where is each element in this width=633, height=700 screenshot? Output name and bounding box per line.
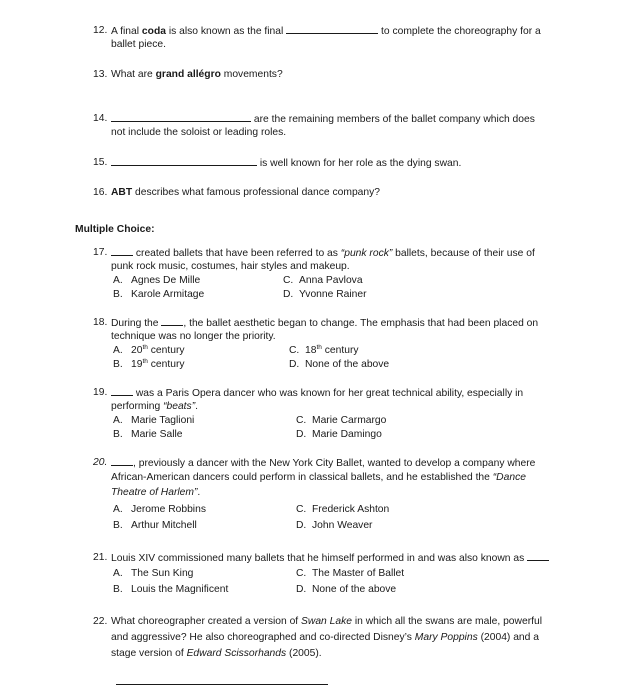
q20-number: 20. xyxy=(93,457,108,468)
q20-option-a[interactable]: A. Jerome Robbins xyxy=(113,504,206,515)
q17-option-d[interactable]: D. Yvonne Rainer xyxy=(283,289,367,300)
q17-option-a[interactable]: A. Agnes De Mille xyxy=(113,275,201,286)
q19-option-d[interactable]: D. Marie Damingo xyxy=(296,429,382,440)
q22-text-line3: stage version of Edward Scissorhands (2005). xyxy=(111,648,322,659)
q21-text: Louis XIV commissioned many ballets that he himself performed in and was also known as xyxy=(111,551,549,565)
q12-answer-blank[interactable] xyxy=(286,24,378,34)
q20-answer-blank[interactable] xyxy=(111,456,133,466)
multiple-choice-heading: Multiple Choice: xyxy=(75,224,155,235)
q21-answer-blank[interactable] xyxy=(527,551,549,561)
q18-option-a[interactable]: A. 20th century xyxy=(113,344,185,356)
q12-text: A final coda is also known as the final to complete the choreography for a xyxy=(111,26,541,37)
q20-text-line2: African-American dancers could perform in classical ballets, and he established the “Dance xyxy=(111,472,526,483)
q20-text: , previously a dancer with the New York City Ballet, wanted to develop a company where xyxy=(111,456,535,470)
q21-option-c[interactable]: C. The Master of Ballet xyxy=(296,568,405,579)
q21-option-d[interactable]: D. None of the above xyxy=(296,584,397,595)
q18-option-b[interactable]: B. 19th century xyxy=(113,358,185,370)
q19-answer-blank[interactable] xyxy=(111,386,133,396)
q12-text-line2: ballet piece. xyxy=(111,39,166,50)
q22-text: What choreographer created a version of Swan Lake in which all the swans are male, powerful xyxy=(111,616,542,627)
q18-option-d[interactable]: D. None of the above xyxy=(289,359,390,370)
q21-number: 21. xyxy=(93,552,108,563)
q17-option-c[interactable]: C. Anna Pavlova xyxy=(283,275,363,286)
q22-number: 22. xyxy=(93,616,108,627)
q18-text: During the , the ballet aesthetic began to change. The emphasis that had been placed on xyxy=(111,318,539,329)
q17-answer-blank[interactable] xyxy=(111,246,133,256)
q19-text: was a Paris Opera dancer who was known for her great technical ability, especially in xyxy=(111,386,523,400)
q15-answer-blank[interactable] xyxy=(111,156,257,166)
q20-text-line3: Theatre of Harlem”. xyxy=(111,487,201,498)
q19-number: 19. xyxy=(93,387,108,398)
q20-option-d[interactable]: D. John Weaver xyxy=(296,520,373,531)
q12-number: 12. xyxy=(93,25,108,36)
q22-answer-line[interactable] xyxy=(116,684,328,685)
q19-option-a[interactable]: A. Marie Taglioni xyxy=(113,415,195,426)
q21-option-a[interactable]: A. The Sun King xyxy=(113,568,194,579)
q18-option-c[interactable]: C. 18th century xyxy=(289,344,359,356)
q21-option-b[interactable]: B. Louis the Magnificent xyxy=(113,584,229,595)
q17-text-line2: punk rock music, costumes, hair styles and makeup. xyxy=(111,261,350,272)
q15-text: is well known for her role as the dying swan. xyxy=(111,156,461,170)
q19-option-b[interactable]: B. Marie Salle xyxy=(113,429,183,440)
q18-answer-blank[interactable] xyxy=(161,316,183,326)
q16-number: 16. xyxy=(93,187,108,198)
q18-number: 18. xyxy=(93,317,108,328)
q14-answer-blank[interactable] xyxy=(111,112,251,122)
q13-text: What are grand allégro movements? xyxy=(111,69,283,80)
q16-text: ABT describes what famous professional dance company? xyxy=(111,187,381,198)
q22-text-line2: and aggressive? He also choreographed and co-directed Disney’s Mary Poppins (2004) and a xyxy=(111,632,539,643)
q14-number: 14. xyxy=(93,113,108,124)
q19-text-line2: performing “beats”. xyxy=(111,401,199,412)
q14-text: are the remaining members of the ballet company which does xyxy=(111,112,535,126)
q18-text-line2: technique was no longer the priority. xyxy=(111,331,276,342)
q15-number: 15. xyxy=(93,157,108,168)
q17-option-b[interactable]: B. Karole Armitage xyxy=(113,289,205,300)
q20-option-b[interactable]: B. Arthur Mitchell xyxy=(113,520,197,531)
q20-option-c[interactable]: C. Frederick Ashton xyxy=(296,504,390,515)
q19-option-c[interactable]: C. Marie Carmargo xyxy=(296,415,387,426)
q14-text-line2: not include the soloist or leading roles. xyxy=(111,127,287,138)
q13-number: 13. xyxy=(93,69,108,80)
q17-text: created ballets that have been referred to as “punk rock” ballets, because of their use of xyxy=(111,246,535,260)
q17-number: 17. xyxy=(93,247,108,258)
